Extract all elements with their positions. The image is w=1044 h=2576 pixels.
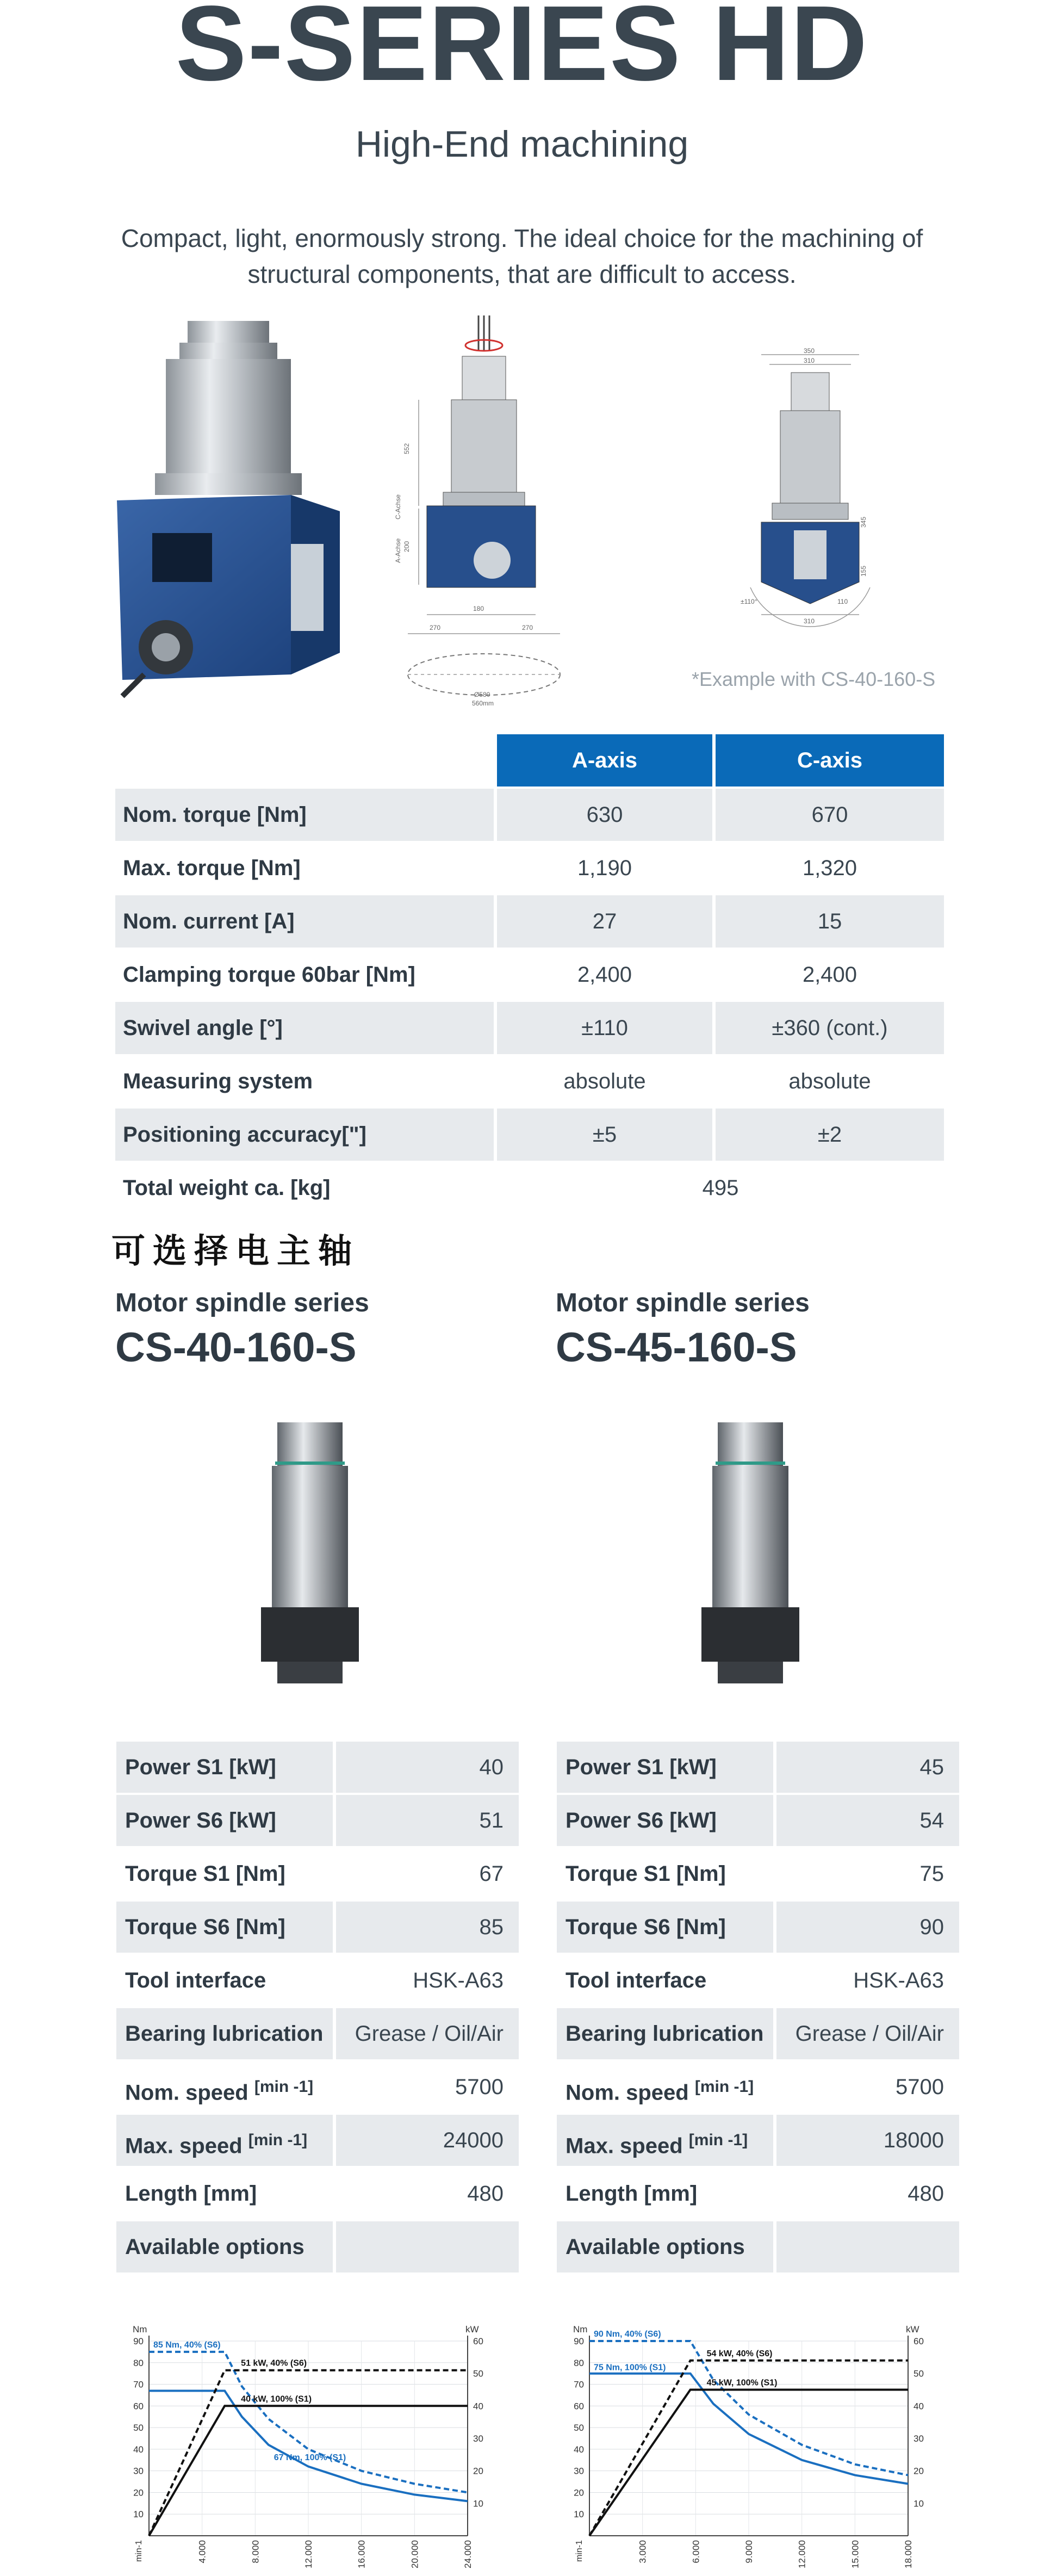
spec-key — [116, 2115, 333, 2166]
spec-value: Grease / Oil/Air — [336, 2008, 519, 2059]
spec-key: Power S1 [kW] — [557, 1742, 773, 1793]
row-label: Max. torque [Nm] — [123, 856, 301, 880]
table-row — [557, 1848, 959, 1899]
spec-key: Power S6 [kW] — [557, 1795, 773, 1846]
spec-value: 75 — [919, 1862, 944, 1886]
spindle-series-label: Motor spindle series — [556, 1289, 810, 1317]
page-subtitle: High-End machining — [355, 123, 689, 165]
table-row — [557, 1795, 959, 1846]
y-left-tick-label: 70 — [574, 2379, 584, 2390]
technical-drawing-side — [739, 348, 881, 631]
column-header-c-axis: C-axis — [716, 734, 944, 787]
table-row — [116, 1955, 519, 2006]
spec-value — [776, 2221, 959, 2272]
intro-text: Compact, light, enormously strong. The ideal choice for the machining of structural components, that are difficult to access. — [121, 224, 923, 288]
a-axis-value: 1,190 — [577, 856, 632, 880]
dim-label: 552 — [403, 443, 411, 454]
y-right-tick-label: 10 — [473, 2498, 483, 2509]
spec-key: Torque S6 [Nm] — [116, 1902, 333, 1953]
table-header-row — [115, 734, 944, 787]
spec-value: HSK-A63 — [413, 1968, 504, 1992]
table-row — [116, 1795, 519, 1846]
table-row — [116, 2008, 519, 2059]
spec-key: Torque S6 [Nm] — [557, 1902, 773, 1953]
spec-key: Available options — [116, 2221, 333, 2272]
y-left-tick-label: 50 — [574, 2423, 584, 2433]
y-right-axis-label: kW — [906, 2324, 919, 2334]
spec-key — [557, 2115, 773, 2166]
spec-key: Power S6 [kW] — [116, 1795, 333, 1846]
table-row — [557, 2221, 959, 2272]
y-left-tick-label: 50 — [133, 2423, 144, 2433]
spec-key: Tool interface — [566, 1968, 707, 1992]
row-label: Positioning accuracy["] — [115, 1109, 494, 1161]
series-label: 67 Nm, 100% (S1) — [274, 2453, 346, 2462]
dim-label: 350 — [804, 347, 815, 355]
table-row — [557, 1742, 959, 1793]
y-left-tick-label: 80 — [574, 2357, 584, 2368]
spec-value — [336, 2221, 519, 2272]
column-header-a-axis: A-axis — [497, 734, 712, 787]
table-row — [116, 1902, 519, 1953]
row-label: Nom. current [A] — [115, 895, 494, 948]
row-label: Swivel angle [°] — [115, 1002, 494, 1054]
table-row — [115, 842, 944, 894]
y-right-tick-label: 60 — [913, 2336, 924, 2346]
table-row — [115, 1002, 944, 1054]
c-axis-value: 15 — [716, 895, 944, 948]
table-row — [116, 1848, 519, 1899]
weight-value: 495 — [702, 1176, 739, 1200]
x-tick-label: 6.000 — [691, 2540, 701, 2563]
table-row — [116, 2168, 519, 2219]
y-right-tick-label: 20 — [913, 2466, 924, 2476]
y-right-tick-label: 30 — [913, 2433, 924, 2444]
unit-superscript: [min -1] — [248, 2131, 308, 2149]
x-tick-label: 16.000 — [356, 2540, 367, 2568]
spindle-render-cs-45 — [696, 1417, 805, 1689]
dim-label: 270 — [522, 624, 533, 631]
series-label: 45 kW, 100% (S1) — [706, 2378, 778, 2388]
c-axis-value: ±2 — [716, 1109, 944, 1161]
y-right-tick-label: 50 — [913, 2368, 924, 2379]
dim-label: 310 — [804, 357, 815, 364]
series-label: 90 Nm, 40% (S6) — [594, 2330, 661, 2339]
spec-key-text: Max. speed — [125, 2134, 243, 2158]
y-left-tick-label: 40 — [133, 2444, 144, 2455]
table-row — [115, 1109, 944, 1161]
y-left-tick-label: 30 — [574, 2466, 584, 2476]
spec-value: 54 — [776, 1795, 959, 1846]
y-right-tick-label: 40 — [913, 2401, 924, 2412]
table-row — [557, 2115, 959, 2166]
x-tick-label: 12.000 — [303, 2540, 314, 2568]
y-left-tick-label: 70 — [133, 2379, 144, 2390]
dim-label: 200 — [403, 541, 411, 552]
spec-value: 5700 — [455, 2075, 504, 2099]
y-right-tick-label: 30 — [473, 2433, 483, 2444]
y-left-tick-label: 20 — [133, 2487, 144, 2498]
x-tick-label: 3.000 — [637, 2540, 648, 2563]
series-label: 54 kW, 40% (S6) — [706, 2349, 773, 2358]
spec-value: 67 — [479, 1862, 504, 1886]
table-row-weight — [115, 1162, 944, 1214]
dim-label: 155 — [860, 565, 867, 577]
row-label: Total weight ca. [kg] — [123, 1176, 331, 1200]
table-row — [116, 2115, 519, 2166]
dim-label: 310 — [804, 617, 815, 625]
y-right-axis-label: kW — [465, 2324, 479, 2334]
y-right-tick-label: 50 — [473, 2368, 483, 2379]
c-axis-value: absolute — [788, 1069, 871, 1093]
spec-value: 90 — [776, 1902, 959, 1953]
dim-label: 180 — [473, 605, 484, 612]
y-right-tick-label: 10 — [913, 2498, 924, 2509]
a-axis-value: 2,400 — [577, 963, 632, 987]
axis-label: A-Achse — [394, 538, 402, 563]
y-left-axis-label: Nm — [573, 2324, 588, 2334]
x-tick-label: 12.000 — [797, 2540, 807, 2568]
example-note: *Example with CS-40-160-S — [692, 668, 936, 690]
a-axis-value: 630 — [497, 789, 712, 841]
spec-key: Available options — [557, 2221, 773, 2272]
y-right-tick-label: 60 — [473, 2336, 483, 2346]
page-title: S-SERIES HD — [175, 0, 869, 103]
row-label: Measuring system — [123, 1069, 313, 1093]
torque-power-chart-cs-45 — [555, 2323, 946, 2568]
spec-value: 51 — [336, 1795, 519, 1846]
spec-key: Bearing lubrication — [116, 2008, 333, 2059]
torque-power-chart-cs-40 — [114, 2323, 506, 2568]
dim-label: 270 — [430, 624, 441, 631]
unit-superscript: [min -1] — [254, 2078, 314, 2096]
x-tick-label: 9.000 — [744, 2540, 754, 2563]
y-left-tick-label: 60 — [133, 2401, 144, 2412]
x-tick-label: 24.000 — [463, 2540, 473, 2568]
table-row — [557, 1902, 959, 1953]
a-axis-value: absolute — [563, 1069, 646, 1093]
spec-value: 18000 — [776, 2115, 959, 2166]
x-tick-label: 20.000 — [409, 2540, 420, 2568]
y-left-tick-label: 20 — [574, 2487, 584, 2498]
spec-key-text: Max. speed — [566, 2134, 683, 2158]
y-left-tick-label: 10 — [574, 2509, 584, 2520]
spec-value: HSK-A63 — [853, 1968, 944, 1992]
table-row — [557, 2008, 959, 2059]
spec-key: Torque S1 [Nm] — [566, 1862, 726, 1886]
spec-key: Length [mm] — [566, 2182, 698, 2206]
spec-key: Power S1 [kW] — [116, 1742, 333, 1793]
section-heading: 可选择电主轴 — [111, 1233, 360, 1270]
table-row — [115, 895, 944, 948]
dim-label: ±110° — [741, 598, 757, 605]
y-left-tick-label: 80 — [133, 2357, 144, 2368]
dim-label: 110 — [837, 598, 848, 605]
x-axis-label: min-1 — [575, 2540, 584, 2562]
axis-label: C-Achse — [394, 494, 402, 519]
table-row — [557, 1955, 959, 2006]
table-row — [557, 2061, 959, 2113]
dim-label: Ø580 — [474, 691, 490, 698]
unit-superscript: [min -1] — [688, 2131, 748, 2149]
x-axis-label: min-1 — [134, 2540, 144, 2562]
table-row — [115, 789, 944, 841]
y-left-tick-label: 60 — [574, 2401, 584, 2412]
series-label: 75 Nm, 100% (S1) — [594, 2363, 666, 2373]
table-row — [116, 2221, 519, 2272]
a-axis-value: ±5 — [497, 1109, 712, 1161]
spec-key-text: Nom. speed — [125, 2080, 248, 2105]
spec-key: Tool interface — [125, 1968, 266, 1992]
c-axis-value: 2,400 — [802, 963, 857, 987]
spec-value: 5700 — [896, 2075, 944, 2099]
c-axis-value: ±360 (cont.) — [716, 1002, 944, 1054]
y-left-tick-label: 30 — [133, 2466, 144, 2476]
spec-key: Torque S1 [Nm] — [125, 1862, 285, 1886]
y-right-tick-label: 20 — [473, 2466, 483, 2476]
spec-value: 480 — [467, 2182, 504, 2206]
c-axis-value: 670 — [716, 789, 944, 841]
spec-key: Bearing lubrication — [557, 2008, 773, 2059]
spec-value: Grease / Oil/Air — [776, 2008, 959, 2059]
spec-key — [557, 2061, 773, 2113]
c-axis-value: 1,320 — [802, 856, 857, 880]
a-axis-value: ±110 — [497, 1002, 712, 1054]
row-label: Nom. torque [Nm] — [115, 789, 494, 841]
x-tick-label: 4.000 — [197, 2540, 208, 2563]
table-row — [557, 2168, 959, 2219]
y-right-tick-label: 40 — [473, 2401, 483, 2412]
y-left-axis-label: Nm — [133, 2324, 147, 2334]
y-left-tick-label: 90 — [133, 2336, 144, 2346]
spindle-model-name: CS-40-160-S — [115, 1324, 357, 1371]
table-row — [116, 1742, 519, 1793]
table-row — [116, 2061, 519, 2113]
table-row — [115, 949, 944, 1001]
spec-value: 480 — [908, 2182, 944, 2206]
x-tick-label: 18.000 — [903, 2540, 913, 2568]
spindle-series-label: Motor spindle series — [115, 1289, 369, 1317]
x-tick-label: 8.000 — [250, 2540, 261, 2563]
row-label: Clamping torque 60bar [Nm] — [123, 963, 415, 987]
spec-value: 45 — [776, 1742, 959, 1793]
dim-label: 560mm — [472, 699, 494, 707]
a-axis-value: 27 — [497, 895, 712, 948]
spec-key: Length [mm] — [125, 2182, 257, 2206]
spindle-model-name: CS-45-160-S — [556, 1324, 797, 1371]
spec-value: 40 — [336, 1742, 519, 1793]
series-label: 85 Nm, 40% (S6) — [153, 2340, 221, 2350]
spec-value: 85 — [336, 1902, 519, 1953]
unit-superscript: [min -1] — [694, 2078, 754, 2096]
spec-value: 24000 — [336, 2115, 519, 2166]
y-left-tick-label: 10 — [133, 2509, 144, 2520]
dim-label: 345 — [860, 516, 867, 528]
spec-key-text: Nom. speed — [566, 2080, 689, 2105]
spindle-render-cs-40 — [256, 1417, 364, 1689]
series-label: 51 kW, 40% (S6) — [241, 2358, 307, 2368]
spec-key — [116, 2061, 333, 2113]
y-left-tick-label: 90 — [574, 2336, 584, 2346]
table-row — [115, 1055, 944, 1107]
x-tick-label: 15.000 — [850, 2540, 861, 2568]
y-left-tick-label: 40 — [574, 2444, 584, 2455]
swivel-head-render — [111, 305, 378, 707]
technical-drawing-front — [394, 313, 598, 710]
series-label: 40 kW, 100% (S1) — [241, 2394, 312, 2404]
